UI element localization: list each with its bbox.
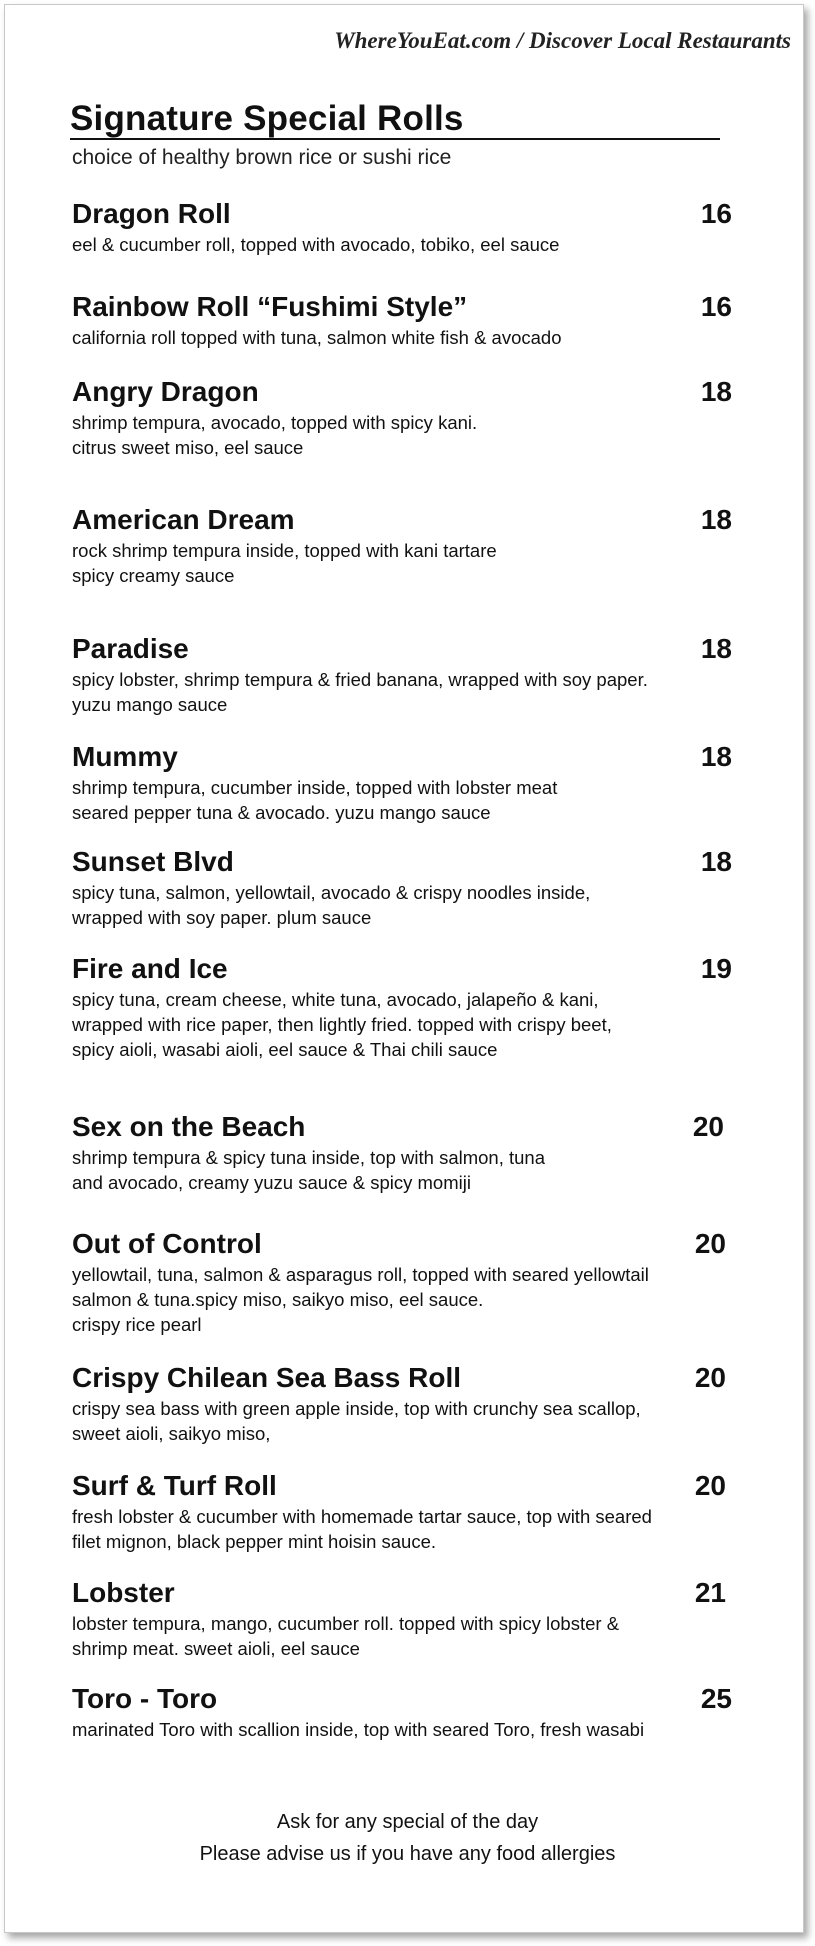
item-name: Crispy Chilean Sea Bass Roll xyxy=(72,1362,462,1393)
item-price: 16 xyxy=(700,291,732,322)
menu-item-sex-on-the-beach xyxy=(72,1111,724,1195)
item-description: eel & cucumber roll, topped with avocado, tobiko, eel sauce xyxy=(72,234,560,255)
item-price: 20 xyxy=(694,1362,726,1393)
footer-specials-note: Ask for any special of the day xyxy=(276,1811,539,1833)
item-price: 21 xyxy=(694,1577,726,1608)
item-price: 18 xyxy=(700,376,732,407)
item-price: 18 xyxy=(700,846,732,877)
item-name: Mummy xyxy=(72,741,178,772)
item-description: shrimp tempura, avocado, topped with spicy kani. citrus sweet miso, eel sauce xyxy=(72,412,478,458)
menu-item-sunset-blvd xyxy=(72,846,732,930)
item-name: Paradise xyxy=(72,633,189,664)
section-title: Signature Special Rolls xyxy=(70,100,720,140)
item-description: rock shrimp tempura inside, topped with kani tartare spicy creamy sauce xyxy=(72,540,497,586)
item-price: 25 xyxy=(700,1683,732,1714)
item-description: shrimp tempura & spicy tuna inside, top with salmon, tuna and avocado, creamy yuzu sauce & spicy momiji xyxy=(72,1147,546,1193)
item-description: yellowtail, tuna, salmon & asparagus roll, topped with seared yellowtail salmon & tuna.spicy miso, saikyo miso, eel sauce. crispy rice pearl xyxy=(72,1264,649,1335)
item-name: Surf & Turf Roll xyxy=(72,1470,277,1501)
item-price: 20 xyxy=(694,1470,726,1501)
item-description: california roll topped with tuna, salmon white fish & avocado xyxy=(72,327,562,348)
footer-allergy-note: Please advise us if you have any food allergies xyxy=(199,1843,616,1865)
item-name: Sex on the Beach xyxy=(72,1111,306,1142)
item-description: spicy tuna, cream cheese, white tuna, avocado, jalapeño & kani, wrapped with rice paper, then lightly fried. topped with crispy beet, spicy aioli, wasabi aioli, eel sauce & Thai chili sauce xyxy=(72,989,612,1060)
menu-item-dragon-roll xyxy=(72,198,732,257)
item-description: marinated Toro with scallion inside, top with seared Toro, fresh wasabi xyxy=(72,1719,645,1740)
menu-item-paradise xyxy=(72,633,732,717)
item-name: Angry Dragon xyxy=(72,376,259,407)
menu-item-lobster xyxy=(72,1577,726,1661)
menu-item-fire-and-ice xyxy=(72,953,732,1062)
menu-item-american-dream xyxy=(72,504,732,588)
item-description: fresh lobster & cucumber with homemade tartar sauce, top with seared filet mignon, black pepper mint hoisin sauce. xyxy=(72,1506,652,1552)
item-name: Dragon Roll xyxy=(72,198,231,229)
item-name: Toro - Toro xyxy=(72,1683,218,1714)
item-price: 20 xyxy=(694,1228,726,1259)
menu-item-mummy xyxy=(72,741,732,825)
site-watermark: WhereYouEat.com / Discover Local Restaurants xyxy=(334,28,791,53)
item-price: 16 xyxy=(700,198,732,229)
item-description: spicy lobster, shrimp tempura & fried banana, wrapped with soy paper. yuzu mango sauce xyxy=(72,669,648,715)
item-name: Sunset Blvd xyxy=(72,846,234,877)
item-description: lobster tempura, mango, cucumber roll. topped with spicy lobster & shrimp meat. sweet aioli, eel sauce xyxy=(72,1613,620,1659)
menu-item-angry-dragon xyxy=(72,376,732,460)
menu-item-surf-and-turf xyxy=(72,1470,726,1554)
item-name: Fire and Ice xyxy=(72,953,228,984)
item-name: American Dream xyxy=(72,504,295,535)
item-price: 18 xyxy=(700,504,732,535)
item-price: 20 xyxy=(692,1111,724,1142)
item-name: Out of Control xyxy=(72,1228,262,1259)
menu-item-toro-toro xyxy=(72,1683,732,1742)
item-description: spicy tuna, salmon, yellowtail, avocado & crispy noodles inside, wrapped with soy paper. plum sauce xyxy=(72,882,591,928)
item-name: Rainbow Roll “Fushimi Style” xyxy=(72,291,468,322)
menu-item-crispy-chilean-sea-bass xyxy=(72,1362,726,1446)
menu-footer xyxy=(0,1806,815,1870)
section-subtitle: choice of healthy brown rice or sushi rice xyxy=(72,146,452,169)
item-description: crispy sea bass with green apple inside, top with crunchy sea scallop, sweet aioli, saikyo miso, xyxy=(72,1398,641,1444)
menu-item-rainbow-roll xyxy=(72,291,732,350)
menu-item-out-of-control xyxy=(72,1228,726,1337)
item-price: 18 xyxy=(700,633,732,664)
item-name: Lobster xyxy=(72,1577,175,1608)
item-price: 18 xyxy=(700,741,732,772)
item-description: shrimp tempura, cucumber inside, topped with lobster meat seared pepper tuna & avocado. yuzu mango sauce xyxy=(72,777,558,823)
item-price: 19 xyxy=(700,953,732,984)
